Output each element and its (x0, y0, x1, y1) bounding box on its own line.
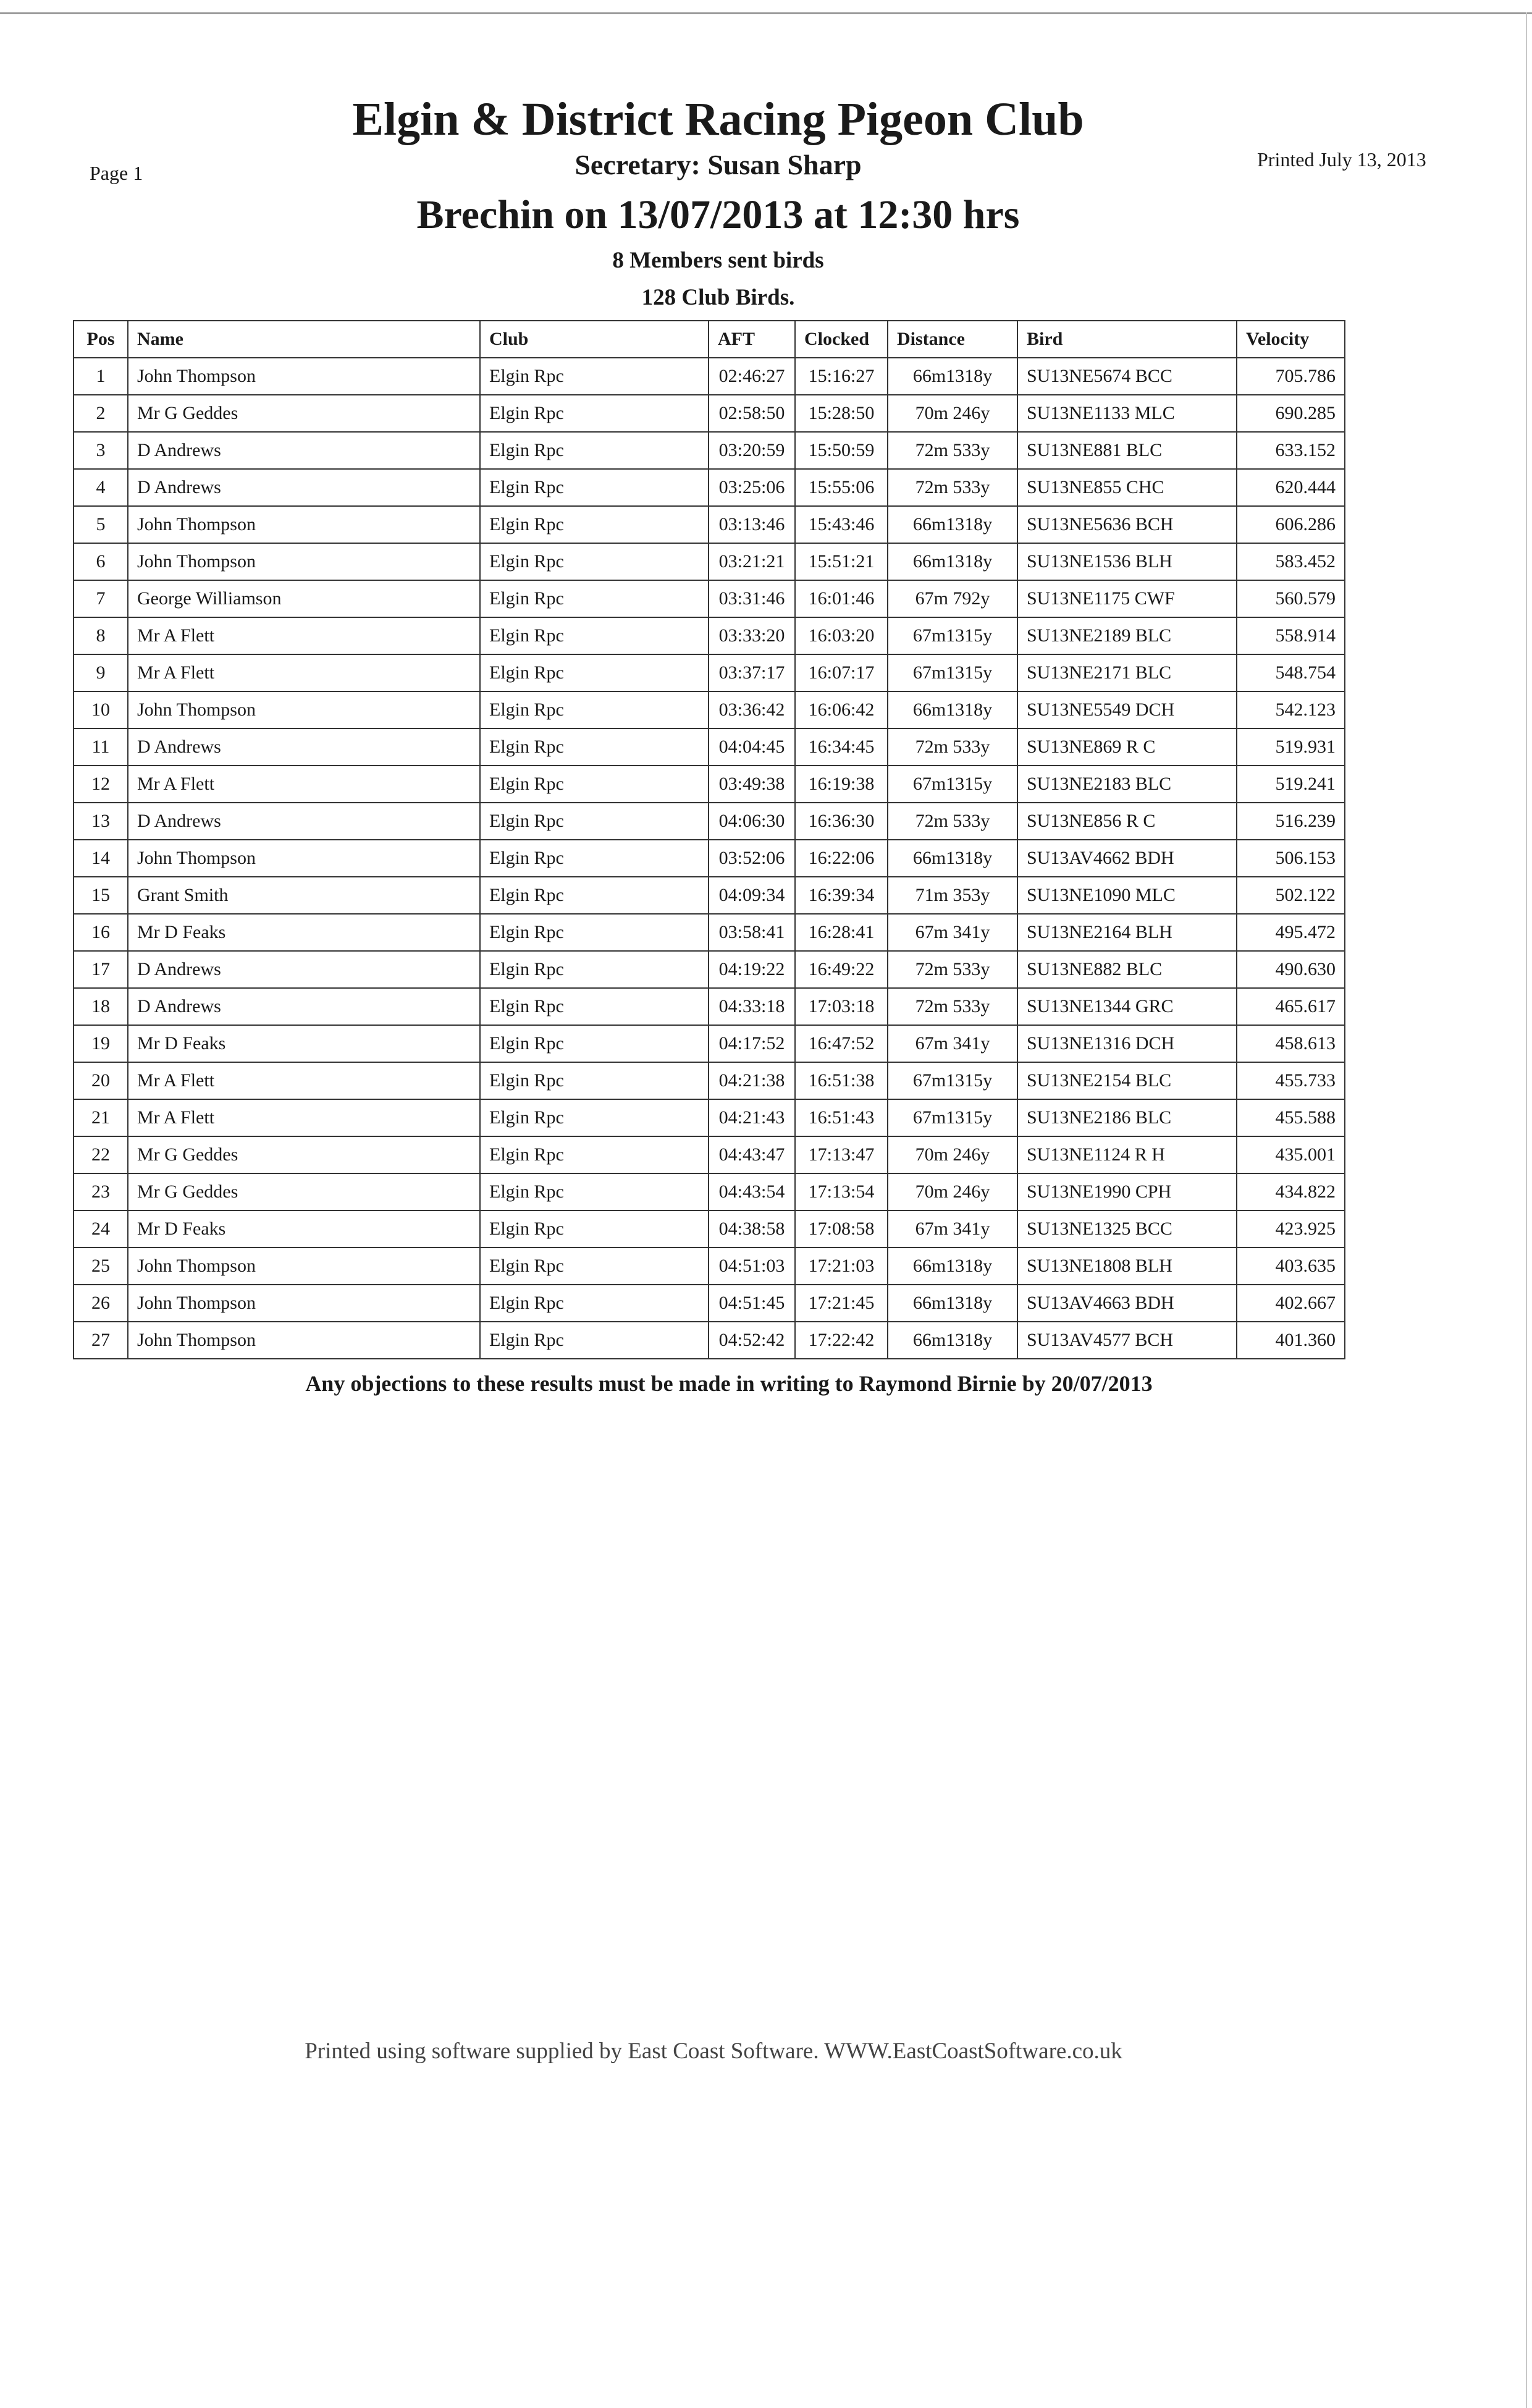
cell-clocked: 15:51:21 (795, 543, 888, 580)
cell-bird: SU13AV4663 BDH (1017, 1285, 1237, 1322)
cell-velocity: 633.152 (1237, 432, 1345, 469)
cell-bird: SU13NE2164 BLH (1017, 914, 1237, 951)
cell-pos: 21 (74, 1099, 128, 1136)
table-row (74, 358, 1345, 395)
cell-aft: 03:21:21 (709, 543, 795, 580)
cell-aft: 02:46:27 (709, 358, 795, 395)
cell-bird: SU13NE2183 BLC (1017, 766, 1237, 803)
cell-bird: SU13NE2154 BLC (1017, 1062, 1237, 1099)
cell-clocked: 17:21:03 (795, 1248, 888, 1285)
cell-name: Grant Smith (128, 877, 480, 914)
cell-clocked: 17:03:18 (795, 988, 888, 1025)
objections-notice: Any objections to these results must be made in writing to Raymond Birnie by 20/07/2013 (305, 1371, 1153, 1396)
table-row (74, 691, 1345, 729)
cell-name: Mr D Feaks (128, 1210, 480, 1248)
cell-velocity: 435.001 (1237, 1136, 1345, 1173)
cell-name: D Andrews (128, 951, 480, 988)
cell-name: Mr A Flett (128, 617, 480, 654)
cell-velocity: 423.925 (1237, 1210, 1345, 1248)
cell-bird: SU13NE1316 DCH (1017, 1025, 1237, 1062)
cell-velocity: 455.588 (1237, 1099, 1345, 1136)
cell-velocity: 495.472 (1237, 914, 1345, 951)
cell-pos: 12 (74, 766, 128, 803)
cell-club: Elgin Rpc (480, 358, 709, 395)
cell-velocity: 558.914 (1237, 617, 1345, 654)
cell-velocity: 490.630 (1237, 951, 1345, 988)
cell-distance: 72m 533y (888, 432, 1017, 469)
cell-bird: SU13NE856 R C (1017, 803, 1237, 840)
cell-pos: 14 (74, 840, 128, 877)
cell-name: D Andrews (128, 988, 480, 1025)
cell-bird: SU13NE869 R C (1017, 729, 1237, 766)
cell-aft: 04:04:45 (709, 729, 795, 766)
cell-name: Mr A Flett (128, 654, 480, 691)
table-row (74, 1025, 1345, 1062)
cell-pos: 2 (74, 395, 128, 432)
cell-aft: 03:37:17 (709, 654, 795, 691)
cell-pos: 17 (74, 951, 128, 988)
cell-clocked: 15:43:46 (795, 506, 888, 543)
cell-name: D Andrews (128, 469, 480, 506)
cell-club: Elgin Rpc (480, 1025, 709, 1062)
cell-velocity: 506.153 (1237, 840, 1345, 877)
cell-aft: 02:58:50 (709, 395, 795, 432)
cell-aft: 03:52:06 (709, 840, 795, 877)
cell-aft: 04:52:42 (709, 1322, 795, 1359)
cell-aft: 04:21:43 (709, 1099, 795, 1136)
cell-pos: 5 (74, 506, 128, 543)
table-row (74, 1062, 1345, 1099)
software-credit: Printed using software supplied by East Coast Software. WWW.EastCoastSoftware.co.uk (305, 2038, 1122, 2064)
cell-clocked: 16:47:52 (795, 1025, 888, 1062)
cell-clocked: 17:22:42 (795, 1322, 888, 1359)
cell-bird: SU13NE2186 BLC (1017, 1099, 1237, 1136)
cell-pos: 25 (74, 1248, 128, 1285)
club-title: Elgin & District Racing Pigeon Club (352, 93, 1084, 145)
col-header-bird: Bird (1017, 321, 1237, 358)
cell-club: Elgin Rpc (480, 1062, 709, 1099)
cell-club: Elgin Rpc (480, 691, 709, 729)
cell-club: Elgin Rpc (480, 803, 709, 840)
cell-clocked: 16:03:20 (795, 617, 888, 654)
cell-bird: SU13NE1175 CWF (1017, 580, 1237, 617)
cell-pos: 18 (74, 988, 128, 1025)
cell-bird: SU13AV4577 BCH (1017, 1322, 1237, 1359)
cell-clocked: 15:55:06 (795, 469, 888, 506)
cell-bird: SU13NE2171 BLC (1017, 654, 1237, 691)
cell-pos: 4 (74, 469, 128, 506)
cell-distance: 66m1318y (888, 1322, 1017, 1359)
cell-aft: 03:31:46 (709, 580, 795, 617)
cell-clocked: 16:34:45 (795, 729, 888, 766)
cell-velocity: 519.241 (1237, 766, 1345, 803)
cell-pos: 19 (74, 1025, 128, 1062)
cell-club: Elgin Rpc (480, 1136, 709, 1173)
cell-bird: SU13NE1090 MLC (1017, 877, 1237, 914)
table-row (74, 1099, 1345, 1136)
cell-velocity: 455.733 (1237, 1062, 1345, 1099)
secretary-line: Secretary: Susan Sharp (574, 149, 862, 180)
cell-clocked: 16:07:17 (795, 654, 888, 691)
col-header-pos: Pos (74, 321, 128, 358)
cell-distance: 66m1318y (888, 691, 1017, 729)
cell-aft: 04:06:30 (709, 803, 795, 840)
table-row (74, 840, 1345, 877)
cell-distance: 67m1315y (888, 654, 1017, 691)
table-row (74, 506, 1345, 543)
cell-club: Elgin Rpc (480, 432, 709, 469)
table-row (74, 1136, 1345, 1173)
cell-clocked: 16:28:41 (795, 914, 888, 951)
cell-name: Mr G Geddes (128, 395, 480, 432)
table-row (74, 1285, 1345, 1322)
cell-clocked: 17:13:47 (795, 1136, 888, 1173)
cell-club: Elgin Rpc (480, 1285, 709, 1322)
cell-distance: 72m 533y (888, 951, 1017, 988)
cell-velocity: 620.444 (1237, 469, 1345, 506)
cell-distance: 70m 246y (888, 395, 1017, 432)
cell-pos: 11 (74, 729, 128, 766)
cell-clocked: 16:22:06 (795, 840, 888, 877)
table-row (74, 617, 1345, 654)
cell-pos: 13 (74, 803, 128, 840)
cell-club: Elgin Rpc (480, 1099, 709, 1136)
table-row (74, 432, 1345, 469)
cell-velocity: 705.786 (1237, 358, 1345, 395)
cell-distance: 67m1315y (888, 1099, 1017, 1136)
cell-club: Elgin Rpc (480, 729, 709, 766)
table-row (74, 729, 1345, 766)
cell-club: Elgin Rpc (480, 1173, 709, 1210)
cell-velocity: 690.285 (1237, 395, 1345, 432)
cell-pos: 6 (74, 543, 128, 580)
cell-pos: 20 (74, 1062, 128, 1099)
cell-bird: SU13NE1124 R H (1017, 1136, 1237, 1173)
cell-aft: 04:51:03 (709, 1248, 795, 1285)
cell-distance: 66m1318y (888, 543, 1017, 580)
cell-name: John Thompson (128, 1248, 480, 1285)
cell-clocked: 16:36:30 (795, 803, 888, 840)
cell-pos: 27 (74, 1322, 128, 1359)
table-row (74, 1210, 1345, 1248)
cell-distance: 66m1318y (888, 358, 1017, 395)
table-row (74, 1322, 1345, 1359)
cell-clocked: 16:19:38 (795, 766, 888, 803)
cell-distance: 70m 246y (888, 1136, 1017, 1173)
cell-club: Elgin Rpc (480, 654, 709, 691)
cell-bird: SU13NE5636 BCH (1017, 506, 1237, 543)
cell-aft: 04:51:45 (709, 1285, 795, 1322)
cell-clocked: 17:21:45 (795, 1285, 888, 1322)
cell-club: Elgin Rpc (480, 914, 709, 951)
cell-velocity: 502.122 (1237, 877, 1345, 914)
cell-aft: 04:43:54 (709, 1173, 795, 1210)
cell-bird: SU13NE881 BLC (1017, 432, 1237, 469)
col-header-aft: AFT (709, 321, 795, 358)
cell-bird: SU13NE1325 BCC (1017, 1210, 1237, 1248)
cell-distance: 72m 533y (888, 469, 1017, 506)
cell-name: Mr A Flett (128, 1099, 480, 1136)
table-row (74, 914, 1345, 951)
cell-club: Elgin Rpc (480, 766, 709, 803)
cell-velocity: 403.635 (1237, 1248, 1345, 1285)
col-header-clocked: Clocked (795, 321, 888, 358)
cell-bird: SU13NE2189 BLC (1017, 617, 1237, 654)
cell-pos: 9 (74, 654, 128, 691)
cell-club: Elgin Rpc (480, 580, 709, 617)
cell-club: Elgin Rpc (480, 951, 709, 988)
cell-velocity: 519.931 (1237, 729, 1345, 766)
cell-name: John Thompson (128, 1322, 480, 1359)
cell-clocked: 16:51:38 (795, 1062, 888, 1099)
cell-aft: 03:20:59 (709, 432, 795, 469)
cell-clocked: 16:06:42 (795, 691, 888, 729)
cell-name: Mr G Geddes (128, 1173, 480, 1210)
cell-name: John Thompson (128, 358, 480, 395)
table-row (74, 1173, 1345, 1210)
cell-name: Mr A Flett (128, 1062, 480, 1099)
cell-aft: 03:33:20 (709, 617, 795, 654)
cell-club: Elgin Rpc (480, 617, 709, 654)
col-header-name: Name (128, 321, 480, 358)
cell-club: Elgin Rpc (480, 1322, 709, 1359)
cell-clocked: 15:28:50 (795, 395, 888, 432)
cell-club: Elgin Rpc (480, 988, 709, 1025)
cell-distance: 72m 533y (888, 729, 1017, 766)
cell-aft: 04:17:52 (709, 1025, 795, 1062)
cell-name: John Thompson (128, 691, 480, 729)
cell-name: Mr G Geddes (128, 1136, 480, 1173)
cell-pos: 23 (74, 1173, 128, 1210)
cell-name: John Thompson (128, 840, 480, 877)
cell-club: Elgin Rpc (480, 1248, 709, 1285)
cell-club: Elgin Rpc (480, 395, 709, 432)
results-table (73, 320, 1345, 1359)
cell-aft: 04:43:47 (709, 1136, 795, 1173)
cell-pos: 3 (74, 432, 128, 469)
cell-clocked: 16:01:46 (795, 580, 888, 617)
cell-velocity: 465.617 (1237, 988, 1345, 1025)
results-body (74, 358, 1345, 1359)
cell-distance: 67m 792y (888, 580, 1017, 617)
table-row (74, 654, 1345, 691)
cell-name: John Thompson (128, 1285, 480, 1322)
table-row (74, 395, 1345, 432)
cell-distance: 67m 341y (888, 1210, 1017, 1248)
cell-name: John Thompson (128, 543, 480, 580)
cell-distance: 66m1318y (888, 1248, 1017, 1285)
cell-club: Elgin Rpc (480, 543, 709, 580)
cell-pos: 22 (74, 1136, 128, 1173)
table-row (74, 766, 1345, 803)
cell-pos: 24 (74, 1210, 128, 1248)
cell-name: D Andrews (128, 803, 480, 840)
cell-aft: 04:09:34 (709, 877, 795, 914)
cell-distance: 67m 341y (888, 914, 1017, 951)
col-header-velocity: Velocity (1237, 321, 1345, 358)
cell-pos: 10 (74, 691, 128, 729)
cell-distance: 71m 353y (888, 877, 1017, 914)
cell-pos: 8 (74, 617, 128, 654)
table-row (74, 803, 1345, 840)
cell-velocity: 542.123 (1237, 691, 1345, 729)
cell-aft: 04:38:58 (709, 1210, 795, 1248)
cell-name: D Andrews (128, 729, 480, 766)
cell-clocked: 16:39:34 (795, 877, 888, 914)
cell-club: Elgin Rpc (480, 1210, 709, 1248)
cell-clocked: 15:16:27 (795, 358, 888, 395)
cell-pos: 16 (74, 914, 128, 951)
cell-velocity: 560.579 (1237, 580, 1345, 617)
table-row (74, 469, 1345, 506)
cell-distance: 67m1315y (888, 1062, 1017, 1099)
cell-velocity: 402.667 (1237, 1285, 1345, 1322)
cell-club: Elgin Rpc (480, 877, 709, 914)
cell-name: Mr A Flett (128, 766, 480, 803)
cell-bird: SU13NE5549 DCH (1017, 691, 1237, 729)
cell-pos: 15 (74, 877, 128, 914)
cell-pos: 26 (74, 1285, 128, 1322)
cell-distance: 66m1318y (888, 1285, 1017, 1322)
cell-distance: 70m 246y (888, 1173, 1017, 1210)
cell-clocked: 16:51:43 (795, 1099, 888, 1136)
cell-distance: 66m1318y (888, 506, 1017, 543)
cell-club: Elgin Rpc (480, 506, 709, 543)
cell-pos: 1 (74, 358, 128, 395)
cell-bird: SU13NE1536 BLH (1017, 543, 1237, 580)
cell-velocity: 458.613 (1237, 1025, 1345, 1062)
cell-aft: 03:36:42 (709, 691, 795, 729)
cell-aft: 04:21:38 (709, 1062, 795, 1099)
page-top-edge (0, 12, 1532, 14)
cell-distance: 67m1315y (888, 617, 1017, 654)
cell-aft: 04:19:22 (709, 951, 795, 988)
cell-velocity: 401.360 (1237, 1322, 1345, 1359)
printed-date: Printed July 13, 2013 (1257, 148, 1426, 171)
cell-club: Elgin Rpc (480, 469, 709, 506)
cell-distance: 67m 341y (888, 1025, 1017, 1062)
cell-clocked: 15:50:59 (795, 432, 888, 469)
cell-clocked: 17:13:54 (795, 1173, 888, 1210)
cell-aft: 04:33:18 (709, 988, 795, 1025)
cell-distance: 72m 533y (888, 988, 1017, 1025)
cell-distance: 72m 533y (888, 803, 1017, 840)
cell-name: Mr D Feaks (128, 914, 480, 951)
cell-name: George Williamson (128, 580, 480, 617)
cell-velocity: 606.286 (1237, 506, 1345, 543)
cell-name: D Andrews (128, 432, 480, 469)
cell-bird: SU13NE5674 BCC (1017, 358, 1237, 395)
page-number: Page 1 (90, 162, 143, 184)
cell-velocity: 583.452 (1237, 543, 1345, 580)
table-header-row (74, 321, 1345, 358)
cell-bird: SU13NE1808 BLH (1017, 1248, 1237, 1285)
cell-clocked: 17:08:58 (795, 1210, 888, 1248)
cell-club: Elgin Rpc (480, 840, 709, 877)
cell-clocked: 16:49:22 (795, 951, 888, 988)
cell-pos: 7 (74, 580, 128, 617)
cell-distance: 66m1318y (888, 840, 1017, 877)
cell-distance: 67m1315y (888, 766, 1017, 803)
cell-aft: 03:58:41 (709, 914, 795, 951)
page-right-edge (1526, 12, 1527, 2408)
table-row (74, 543, 1345, 580)
cell-velocity: 516.239 (1237, 803, 1345, 840)
cell-bird: SU13AV4662 BDH (1017, 840, 1237, 877)
cell-name: John Thompson (128, 506, 480, 543)
cell-bird: SU13NE882 BLC (1017, 951, 1237, 988)
cell-velocity: 434.822 (1237, 1173, 1345, 1210)
table-row (74, 580, 1345, 617)
table-row (74, 1248, 1345, 1285)
col-header-club: Club (480, 321, 709, 358)
race-heading: Brechin on 13/07/2013 at 12:30 hrs (416, 192, 1020, 237)
cell-name: Mr D Feaks (128, 1025, 480, 1062)
club-birds-count: 128 Club Birds. (641, 285, 795, 310)
table-row (74, 951, 1345, 988)
cell-aft: 03:49:38 (709, 766, 795, 803)
cell-bird: SU13NE1344 GRC (1017, 988, 1237, 1025)
table-row (74, 877, 1345, 914)
cell-aft: 03:13:46 (709, 506, 795, 543)
cell-bird: SU13NE1133 MLC (1017, 395, 1237, 432)
table-row (74, 988, 1345, 1025)
col-header-distance: Distance (888, 321, 1017, 358)
cell-bird: SU13NE855 CHC (1017, 469, 1237, 506)
cell-velocity: 548.754 (1237, 654, 1345, 691)
cell-aft: 03:25:06 (709, 469, 795, 506)
members-sent: 8 Members sent birds (612, 248, 824, 273)
cell-bird: SU13NE1990 CPH (1017, 1173, 1237, 1210)
